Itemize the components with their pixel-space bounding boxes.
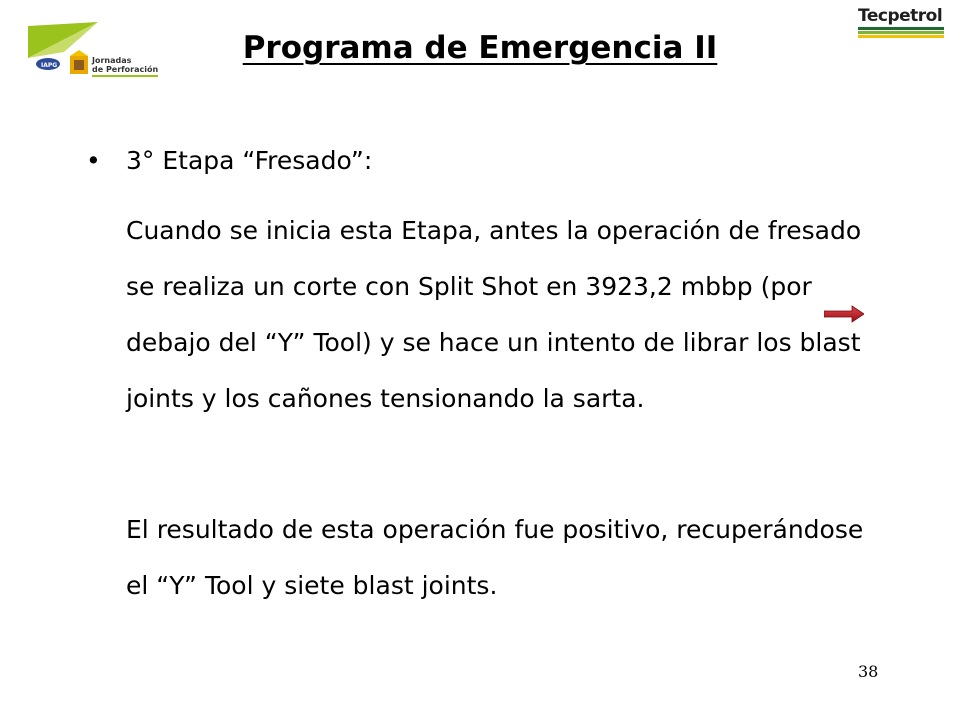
slide-title: Programa de Emergencia II <box>242 30 718 66</box>
logo-line2: de Perforación <box>92 65 159 74</box>
bullet-dot: • <box>86 146 101 175</box>
page-number: 38 <box>858 662 879 681</box>
paragraph-1: Cuando se inicia esta Etapa, antes la operación de fresado se realiza un corte con Split Shot en 3923,2 mbbp (por debajo del “Y” Tool) y se hace un intento de librar los blast joints y los cañones tensionando la sarta. <box>126 216 862 413</box>
logo-line1: Jornadas <box>92 56 132 65</box>
right-arrow-icon <box>824 305 864 323</box>
paragraph-2: El resultado de esta operación fue positivo, recuperándose el “Y” Tool y siete blast joints. <box>126 515 864 600</box>
tecpetrol-logo-text: Tecpetrol <box>858 6 943 26</box>
svg-text:IAPG: IAPG <box>41 62 58 69</box>
bullet-heading: 3° Etapa “Fresado”: <box>126 146 373 175</box>
